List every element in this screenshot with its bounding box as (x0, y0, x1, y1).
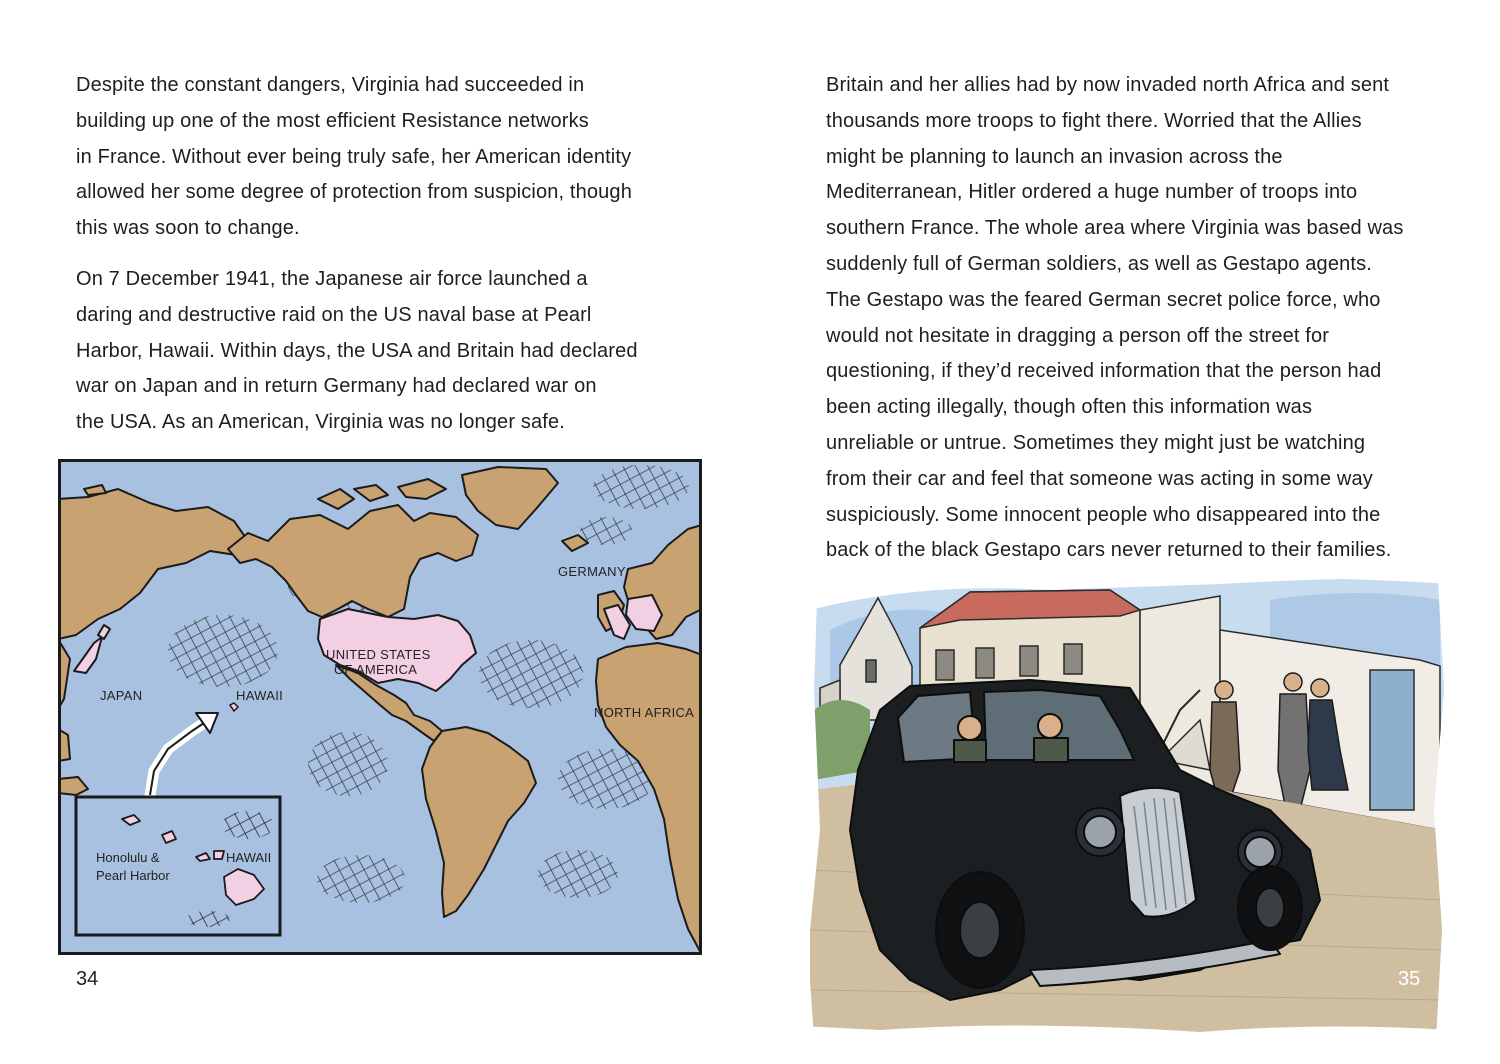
text-line: The Gestapo was the feared German secret police force, who (826, 288, 1381, 311)
text-line: been acting illegally, though often this information was (826, 396, 1313, 419)
inset-pearl-harbor-label: Pearl Harbor (96, 868, 170, 883)
text-line: Harbor, Hawaii. Within days, the USA and Britain had declared (76, 339, 638, 362)
text-line: back of the black Gestapo cars never returned to their families. (826, 539, 1392, 562)
text-line: allowed her some degree of protection from suspicion, though (76, 181, 632, 204)
text-line: suspiciously. Some innocent people who disappeared into the (826, 503, 1381, 526)
inset-hawaii-label: HAWAII (226, 850, 272, 865)
inset-honolulu-label: Honolulu & (96, 850, 160, 865)
text-line: On 7 December 1941, the Japanese air force launched a (76, 268, 588, 290)
page-number: 35 (1398, 968, 1421, 990)
text-line: Despite the constant dangers, Virginia had succeeded in (76, 74, 585, 96)
text-line: the USA. As an American, Virginia was no longer safe. (76, 411, 565, 434)
text-line: daring and destructive raid on the US naval base at Pearl (76, 303, 592, 326)
text-line: Mediterranean, Hitler ordered a huge number of troops into (826, 181, 1358, 204)
paragraph-gestapo (826, 68, 1403, 569)
text-line: might be planning to launch an invasion across the (826, 145, 1283, 168)
paragraph-intro (76, 68, 632, 247)
text-line: building up one of the most efficient Resistance networks (76, 109, 589, 132)
north-africa-label: NORTH AFRICA (594, 705, 695, 720)
hawaii-label: HAWAII (236, 688, 284, 703)
text-line: suddenly full of German soldiers, as well as Gestapo agents. (826, 252, 1372, 275)
text-line: in France. Without ever being truly safe, her American identity (76, 145, 632, 168)
world-map (58, 459, 702, 955)
page-number: 34 (76, 968, 99, 990)
text-line: thousands more troops to fight there. Worried that the Allies (826, 109, 1362, 132)
usa-label-line1: UNITED STATES (326, 647, 431, 662)
text-line: war on Japan and in return Germany had declared war on (76, 375, 597, 398)
text-line: from their car and feel that someone was acting in some way (826, 467, 1373, 490)
hawaii-inset (76, 797, 280, 935)
gestapo-car-illustration (800, 570, 1450, 1040)
text-line: would not hesitate in dragging a person off the street for (826, 324, 1330, 347)
usa-label-line2: OF AMERICA (334, 662, 418, 677)
text-line: Britain and her allies had by now invaded north Africa and sent (826, 74, 1390, 96)
germany-label: GERMANY (558, 564, 626, 579)
text-line: questioning, if they’d received information that the person had (826, 360, 1382, 383)
paragraph-pearl-harbor (76, 262, 638, 441)
text-line: southern France. The whole area where Virginia was based was (826, 217, 1404, 240)
japan-label: JAPAN (100, 688, 143, 703)
text-line: this was soon to change. (76, 217, 300, 240)
text-line: unreliable or untrue. Sometimes they might just be watching (826, 431, 1366, 454)
